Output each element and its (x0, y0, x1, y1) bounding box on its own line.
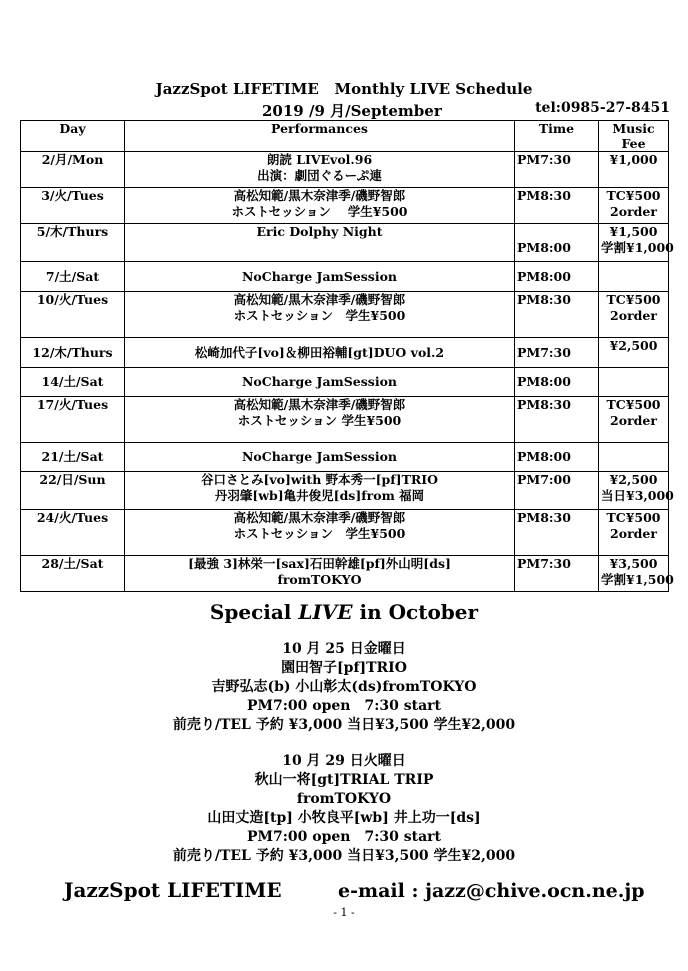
day-text: 2/月/Mon (41, 152, 104, 167)
fee-line: 2order (610, 204, 657, 219)
fee-line: ¥3,500 (609, 556, 658, 571)
time-text: PM8:00 (517, 449, 571, 464)
performance-line: NoCharge JamSession (242, 449, 397, 464)
cell-performance (125, 338, 515, 368)
special-live-heading (0, 600, 688, 624)
day-text: 10/火/Tues (36, 292, 109, 307)
table-row (21, 188, 669, 224)
fee-line: TC¥500 (606, 188, 661, 203)
fee-line: 学割¥1,000 (601, 240, 674, 255)
cell-fee (599, 556, 674, 592)
performance-line: NoCharge JamSession (242, 374, 397, 389)
performance-line: 出演：劇団ぐるーぷ連 (257, 168, 382, 183)
cell-day (21, 262, 125, 292)
cell-performance (125, 472, 515, 510)
column-header-performances: Performances (125, 121, 515, 152)
subtitle-row (0, 100, 688, 120)
event-line: 山田丈造[tp] 小牧良平[wb] 井上功一[ds] (207, 810, 481, 826)
performance-line: Eric Dolphy Night (256, 224, 383, 239)
performance-line: ホストセッション 学生¥500 (237, 413, 402, 428)
cell-fee (599, 262, 669, 292)
performance-line: ホストセッション 学生¥500 (233, 308, 406, 323)
time-text: PM8:00 (517, 240, 571, 255)
day-text: 22/日/Sun (39, 472, 106, 487)
cell-time (515, 368, 599, 397)
time-text: PM7:00 (517, 472, 571, 487)
event-line: 吉野弘志(b) 小山彰太(ds)fromTOKYO (211, 679, 477, 695)
performance-line: NoCharge JamSession (242, 268, 397, 284)
cell-day (21, 188, 125, 224)
time-text: PM8:30 (517, 510, 571, 525)
cell-time (515, 224, 599, 262)
cell-fee (599, 443, 669, 472)
table-row (21, 224, 669, 262)
fee-line: ¥2,500 (609, 472, 658, 487)
cell-performance (125, 224, 515, 262)
day-text: 28/土/Sat (41, 556, 104, 571)
time-text: PM8:30 (517, 292, 571, 307)
performance-line: 高松知範/黒木奈津季/磯野智郎 (233, 397, 406, 412)
time-text: PM8:30 (517, 397, 571, 412)
event-line: 前売り/TEL 予約 ¥3,000 当日¥3,500 学生¥2,000 (172, 848, 516, 864)
cell-time (515, 472, 599, 510)
column-header-fee: Music Fee (599, 121, 669, 152)
event-line: 10 月 29 日火曜日 (282, 753, 406, 769)
special-title-em: LIVE (298, 600, 353, 624)
fee-line: 2order (610, 413, 657, 428)
cell-fee (599, 397, 669, 443)
event-line: 秋山一将[gt]TRIAL TRIP (254, 772, 434, 788)
cell-time (515, 338, 599, 368)
day-text: 12/木/Thurs (32, 344, 113, 360)
cell-performance (125, 556, 515, 592)
cell-day (21, 556, 125, 592)
day-text: 14/土/Sat (41, 374, 104, 389)
day-text: 24/火/Tues (36, 510, 109, 525)
cell-time (515, 152, 599, 188)
column-header-time: Time (515, 121, 599, 152)
fee-line: 学割¥1,500 (601, 572, 674, 587)
special-event (0, 752, 688, 866)
cell-performance (125, 443, 515, 472)
cell-fee (599, 188, 669, 224)
special-title-post: in October (352, 600, 479, 624)
table-header-row (21, 121, 669, 152)
page-number: - 1 - (333, 906, 355, 919)
cell-day (21, 397, 125, 443)
footer-email: e-mail : jazz@chive.ocn.ne.jp (338, 880, 645, 902)
time-text: PM7:30 (517, 152, 571, 167)
cell-day (21, 368, 125, 397)
cell-fee (599, 152, 669, 188)
cell-fee (599, 292, 669, 338)
fee-line: 2order (610, 526, 657, 541)
performance-line: 丹羽肇[wb]亀井俊児[ds]from 福岡 (214, 488, 425, 503)
day-text: 5/木/Thurs (36, 224, 109, 239)
fee-line: 当日¥3,000 (601, 488, 674, 503)
fee-line: TC¥500 (606, 292, 661, 307)
cell-day (21, 472, 125, 510)
cell-time (515, 510, 599, 556)
performance-line: 松崎加代子[vo]＆柳田裕輔[gt]DUO vol.2 (194, 344, 445, 360)
cell-day (21, 338, 125, 368)
cell-fee (599, 338, 669, 368)
cell-time (515, 292, 599, 338)
time-text: PM7:30 (517, 344, 571, 360)
table-row (21, 443, 669, 472)
schedule-table (20, 120, 674, 592)
fee-line: ¥2,500 (609, 338, 658, 353)
column-header-day: Day (21, 121, 125, 152)
table-row (21, 262, 669, 292)
fee-line: TC¥500 (606, 397, 661, 412)
event-line: 10 月 25 日金曜日 (282, 641, 406, 657)
performance-line: 高松知範/黒木奈津季/磯野智郎 (233, 188, 406, 203)
time-text: PM8:30 (517, 188, 571, 203)
cell-day (21, 152, 125, 188)
schedule-month: 2019 /9 月/September (262, 102, 442, 120)
event-line: PM7:00 open 7:30 start (246, 829, 442, 845)
fee-line: 2order (610, 308, 657, 323)
cell-performance (125, 510, 515, 556)
table-row (21, 338, 669, 368)
event-line: fromTOKYO (296, 791, 392, 807)
cell-performance (125, 397, 515, 443)
table-row (21, 472, 669, 510)
fee-line: ¥1,500 (609, 224, 658, 239)
table-row (21, 556, 669, 592)
performance-line: 高松知範/黒木奈津季/磯野智郎 (233, 510, 406, 525)
performance-line: ホストセッション 学生¥500 (231, 204, 408, 219)
table-row (21, 368, 669, 397)
cell-performance (125, 152, 515, 188)
cell-performance (125, 188, 515, 224)
cell-time (515, 443, 599, 472)
day-text: 3/火/Tues (41, 188, 104, 203)
telephone: tel:0985-27-8451 (535, 100, 670, 116)
performance-line: 高松知範/黒木奈津季/磯野智郎 (233, 292, 406, 307)
cell-day (21, 443, 125, 472)
special-title-pre: Special (209, 600, 299, 624)
cell-fee (599, 472, 674, 510)
event-line: 前売り/TEL 予約 ¥3,000 当日¥3,500 学生¥2,000 (172, 717, 516, 733)
event-line: 園田智子[pf]TRIO (281, 660, 407, 676)
fee-line: ¥1,000 (609, 152, 658, 167)
cell-performance (125, 262, 515, 292)
cell-time (515, 397, 599, 443)
cell-day (21, 224, 125, 262)
day-text: 7/土/Sat (45, 268, 100, 284)
table-row (21, 292, 669, 338)
table-row (21, 397, 669, 443)
footer-venue-name: JazzSpot LIFETIME (64, 878, 282, 902)
table-row (21, 152, 669, 188)
cell-performance (125, 292, 515, 338)
fee-line: TC¥500 (606, 510, 661, 525)
table-row (21, 510, 669, 556)
cell-fee (599, 224, 674, 262)
cell-fee (599, 368, 669, 397)
time-text: PM8:00 (517, 374, 571, 389)
cell-fee (599, 510, 669, 556)
time-text: PM7:30 (517, 556, 571, 571)
cell-day (21, 510, 125, 556)
cell-day (21, 292, 125, 338)
time-text: PM8:00 (517, 268, 571, 284)
performance-line: 谷口さとみ[vo]with 野本秀一[pf]TRIO (200, 472, 439, 487)
cell-time (515, 262, 599, 292)
schedule-title: JazzSpot LIFETIME Monthly LIVE Schedule (155, 80, 533, 98)
event-line: PM7:00 open 7:30 start (246, 698, 442, 714)
day-text: 21/土/Sat (41, 449, 104, 464)
cell-time (515, 188, 599, 224)
performance-line: [最強 3]林栄一[sax]石田幹雄[pf]外山明[ds] (188, 556, 451, 571)
performance-line: ホストセッション 学生¥500 (233, 526, 406, 541)
performance-line: fromTOKYO (277, 572, 362, 587)
special-event (0, 640, 688, 735)
cell-performance (125, 368, 515, 397)
cell-time (515, 556, 599, 592)
day-text: 17/火/Tues (36, 397, 109, 412)
performance-line: 朗読 LIVEvol.96 (266, 152, 373, 167)
